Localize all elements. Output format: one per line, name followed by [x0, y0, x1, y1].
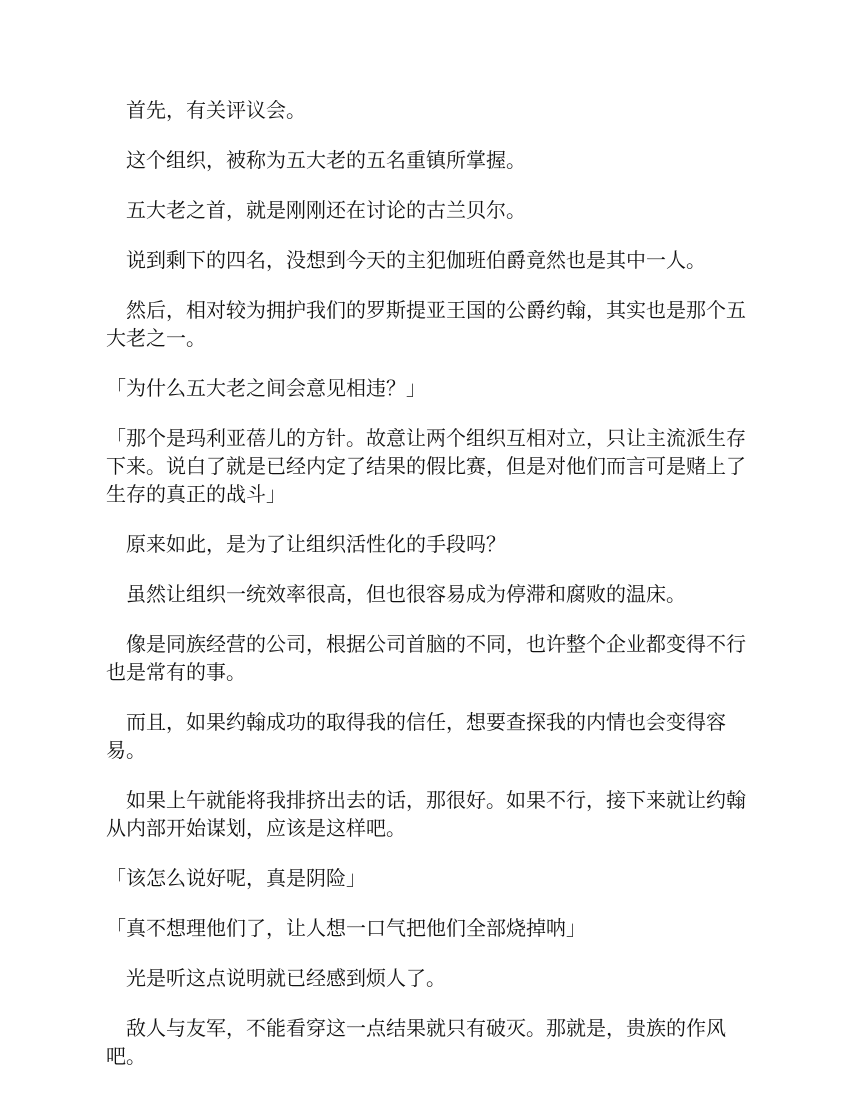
dialogue-paragraph: 「为什么五大老之间会意见相违？」 [106, 376, 426, 400]
paragraph: 光是听这点说明就已经感到烦人了。 [126, 966, 446, 990]
paragraph: 这个组织，被称为五大老的五名重镇所掌握。 [126, 148, 526, 172]
paragraph: 像是同族经营的公司，根据公司首脑的不同，也许整个企业都变得不行也是常有的事。 [106, 632, 746, 684]
paragraph: 敌人与友军，不能看穿这一点结果就只有破灭。那就是，贵族的作风吧。 [106, 1016, 726, 1068]
paragraph: 而且，如果约翰成功的取得我的信任，想要查探我的内情也会变得容易。 [106, 710, 726, 762]
dialogue-paragraph: 「该怎么说好呢，真是阴险」 [106, 866, 366, 890]
dialogue-paragraph: 「那个是玛利亚蓓儿的方针。故意让两个组织互相对立，只让主流派生存下来。说白了就是已经内定了结果的假比赛，但是对他们而言可是赌上了生存的真正的战斗」 [106, 426, 746, 506]
dialogue-paragraph: 「真不想理他们了，让人想一口气把他们全部烧掉呐」 [106, 916, 586, 940]
body-text [106, 96, 746, 1092]
paragraph: 说到剩下的四名，没想到今天的主犯伽班伯爵竟然也是其中一人。 [126, 248, 706, 272]
paragraph: 虽然让组织一统效率很高，但也很容易成为停滞和腐败的温床。 [126, 582, 686, 606]
paragraph: 五大老之首，就是刚刚还在讨论的古兰贝尔。 [126, 198, 526, 222]
paragraph: 然后，相对较为拥护我们的罗斯提亚王国的公爵约翰，其实也是那个五大老之一。 [106, 298, 746, 350]
paragraph: 原来如此，是为了让组织活性化的手段吗？ [126, 532, 506, 556]
paragraph: 如果上午就能将我排挤出去的话，那很好。如果不行，接下来就让约翰从内部开始谋划，应该是这样吧。 [106, 788, 746, 840]
paragraph: 首先，有关评议会。 [126, 98, 306, 122]
